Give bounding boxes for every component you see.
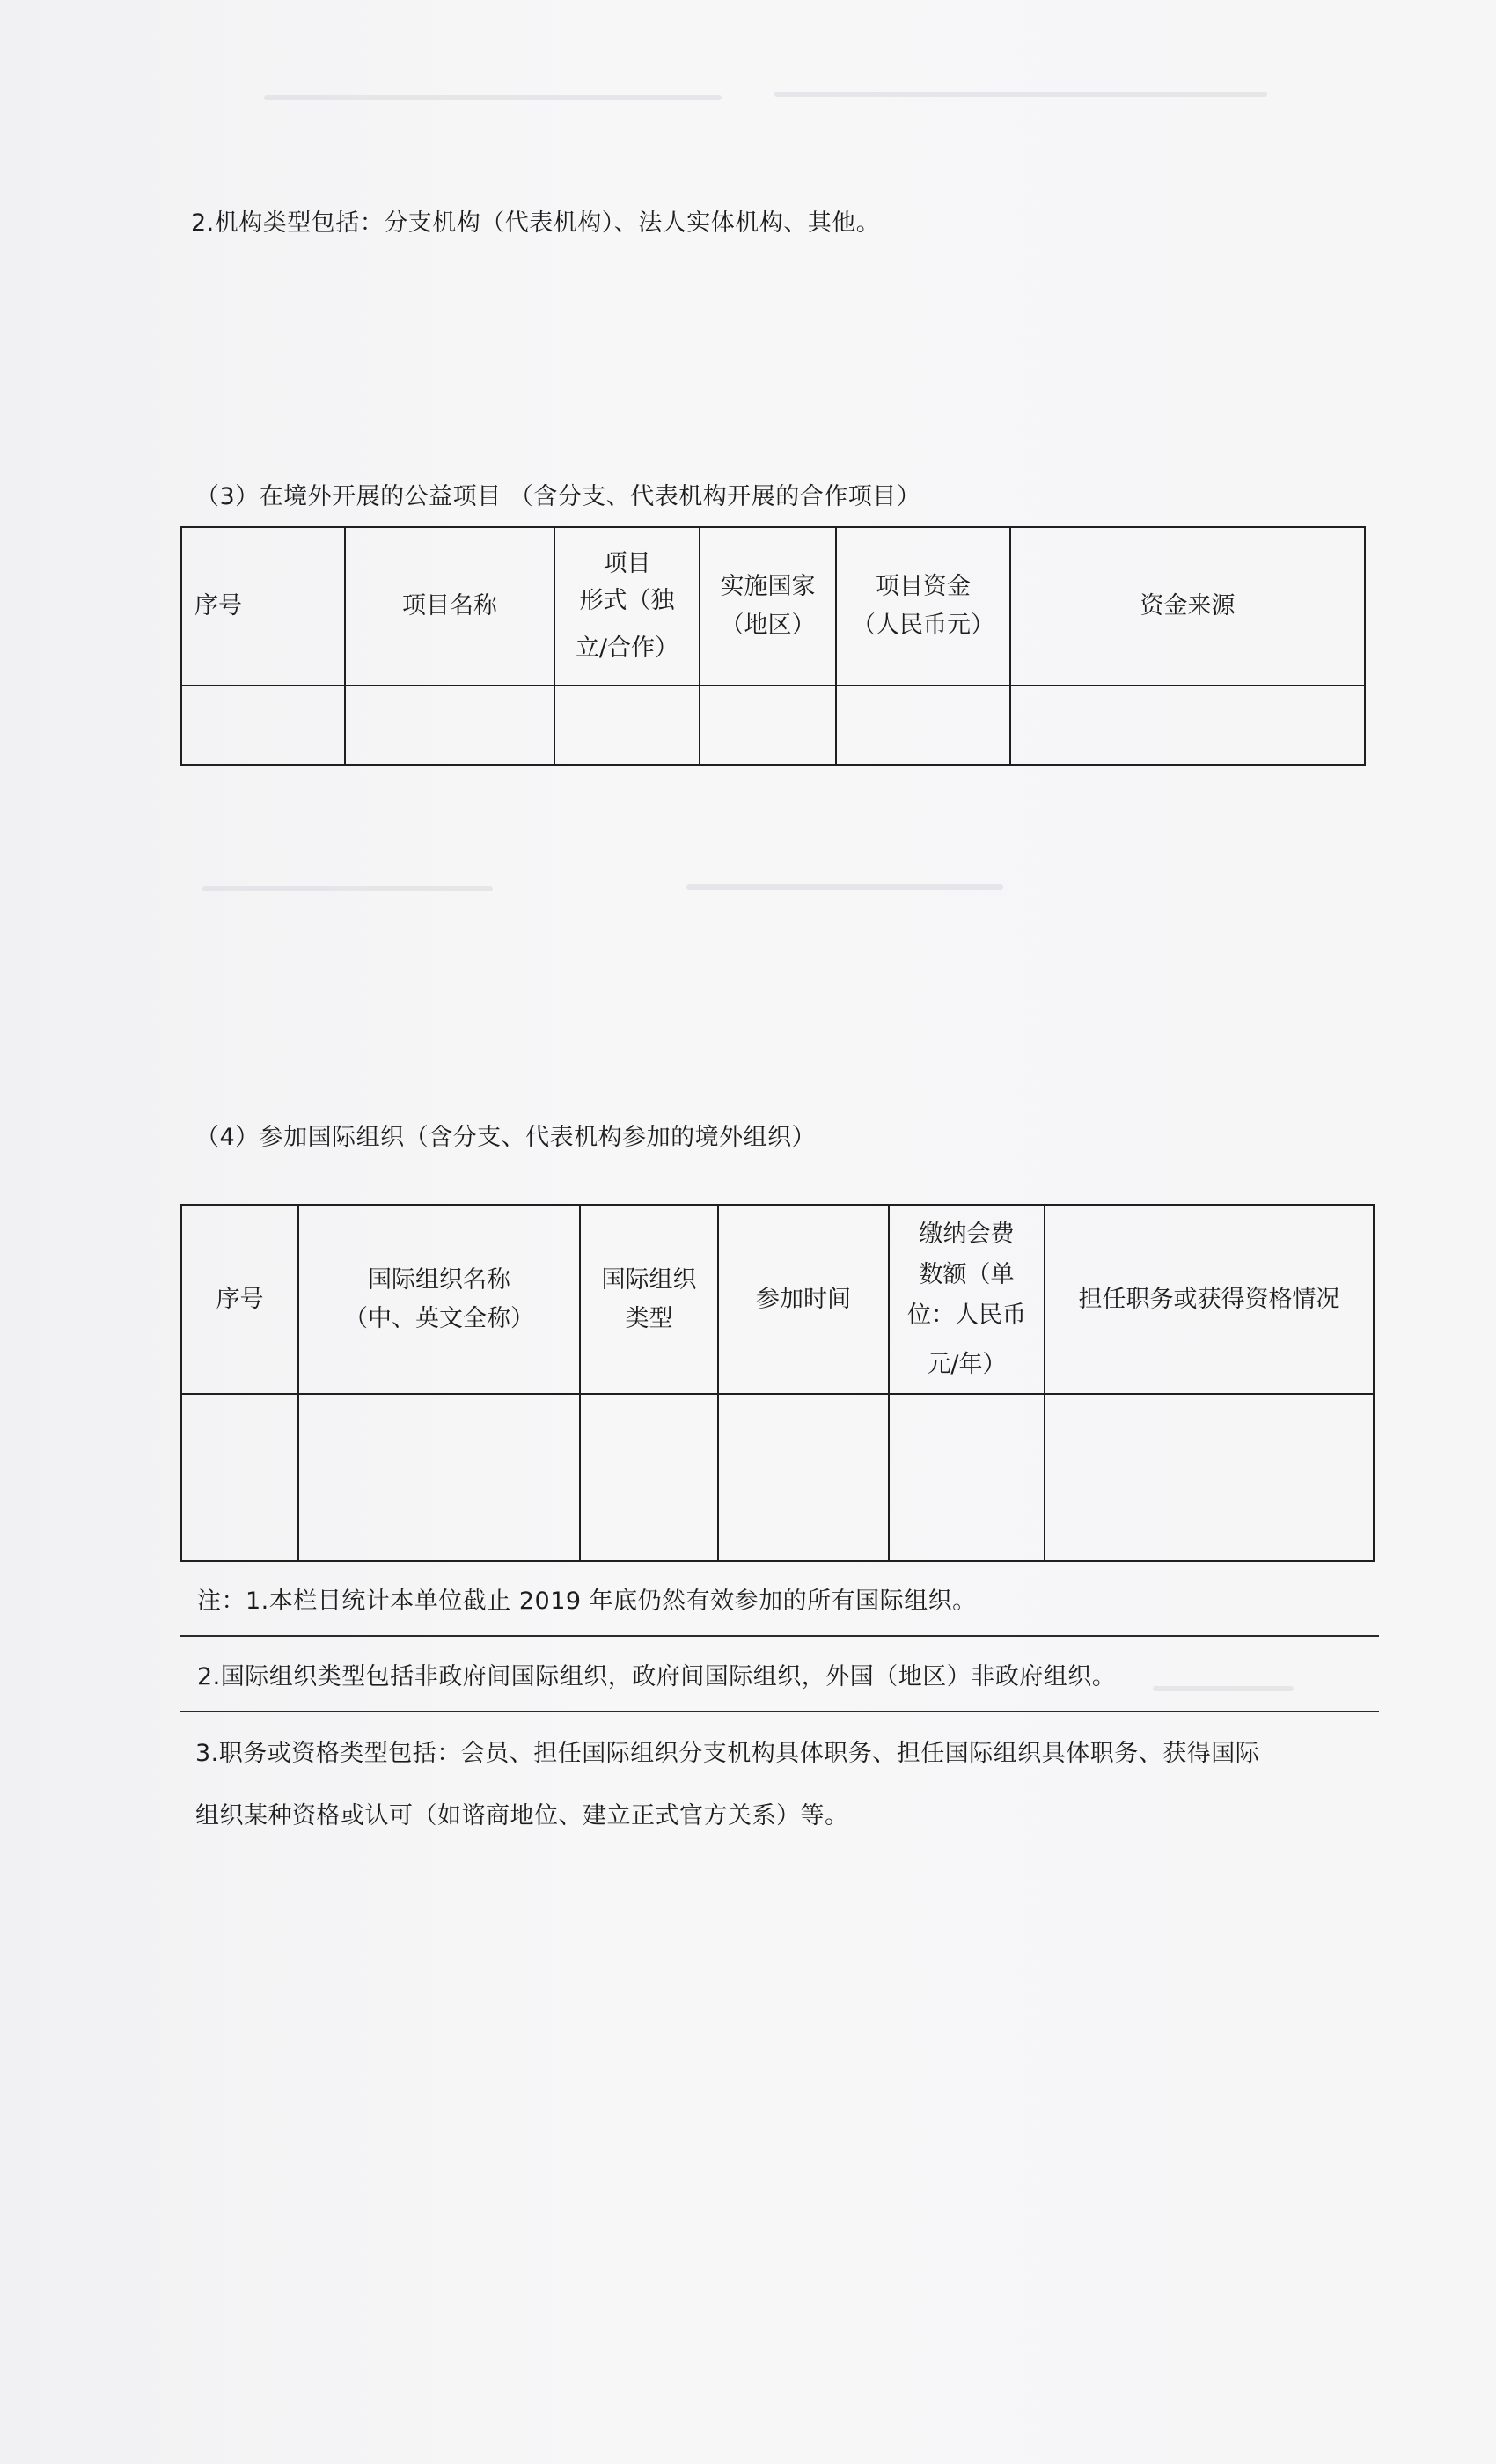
header-org-name-line1: 国际组织名称 [368, 1265, 510, 1294]
table-header-row [181, 527, 1365, 686]
table-cell[interactable] [554, 686, 700, 765]
header-org-name [298, 1205, 580, 1394]
header-org-type [580, 1205, 718, 1394]
table-cell[interactable] [836, 686, 1010, 765]
divider [180, 1635, 1379, 1637]
header-country-line2: （地区） [720, 612, 816, 639]
header-org-type-line1: 国际组织 [601, 1265, 697, 1294]
header-form-line1: 项目 [603, 550, 651, 577]
note-2: 2.国际组织类型包括非政府间国际组织，政府间国际组织，外国（地区）非政府组织。 [197, 1663, 1117, 1690]
table-cell[interactable] [580, 1394, 718, 1561]
header-fee-line2: 数额（单 [919, 1260, 1015, 1288]
header-project-form [554, 527, 700, 686]
header-no: 序号 [181, 527, 345, 686]
header-funds-line1: 项目资金 [876, 573, 971, 600]
table-cell[interactable] [1010, 686, 1365, 765]
header-country [700, 527, 836, 686]
header-funds-line2: （人民币元） [852, 612, 994, 639]
header-fund-source: 资金来源 [1010, 527, 1365, 686]
table-cell[interactable] [181, 686, 345, 765]
international-orgs-table [180, 1204, 1375, 1562]
header-fee-line4: 元/年） [927, 1350, 1007, 1378]
org-type-note: 2.机构类型包括：分支机构（代表机构）、法人实体机构、其他。 [191, 209, 881, 237]
table-header-row [181, 1205, 1374, 1394]
table-cell[interactable] [345, 686, 554, 765]
overseas-projects-table [180, 526, 1366, 766]
header-org-type-line2: 类型 [625, 1304, 673, 1332]
scan-artifact [686, 884, 1003, 890]
table-cell[interactable] [298, 1394, 580, 1561]
header-form-line3: 立/合作） [575, 634, 679, 662]
header-country-line1: 实施国家 [720, 573, 816, 600]
header-join-time: 参加时间 [718, 1205, 889, 1394]
section4-title: （4）参加国际组织（含分支、代表机构参加的境外组织） [195, 1124, 817, 1151]
note-3-line2: 组织某种资格或认可（如谘商地位、建立正式官方关系）等。 [195, 1802, 849, 1830]
table-cell[interactable] [700, 686, 836, 765]
header-org-name-line2: （中、英文全称） [344, 1304, 534, 1332]
header-fee-line3: 位：人民币 [907, 1301, 1026, 1329]
note-3-line1: 3.职务或资格类型包括：会员、担任国际组织分支机构具体职务、担任国际组织具体职务、获得国际 [195, 1740, 1260, 1767]
header-funds [836, 527, 1010, 686]
scan-artifact [264, 95, 722, 100]
header-project-name: 项目名称 [345, 527, 554, 686]
table-cell[interactable] [181, 1394, 298, 1561]
table-row [181, 686, 1365, 765]
scan-artifact [1153, 1686, 1294, 1691]
header-form-line2: 形式（独 [579, 587, 675, 614]
header-role-status: 担任职务或获得资格情况 [1045, 1205, 1374, 1394]
table-cell[interactable] [1045, 1394, 1374, 1561]
scan-artifact [774, 92, 1267, 97]
table-cell[interactable] [718, 1394, 889, 1561]
header-fee-line1: 缴纳会费 [919, 1220, 1015, 1248]
header-membership-fee [889, 1205, 1045, 1394]
table-cell[interactable] [889, 1394, 1045, 1561]
section3-title: （3）在境外开展的公益项目 （含分支、代表机构开展的合作项目） [195, 483, 921, 510]
table-row [181, 1394, 1374, 1561]
header-no: 序号 [181, 1205, 298, 1394]
note-1: 注：1.本栏目统计本单位截止 2019 年底仍然有效参加的所有国际组织。 [197, 1588, 977, 1615]
divider [180, 1711, 1379, 1712]
scan-artifact [202, 886, 493, 891]
